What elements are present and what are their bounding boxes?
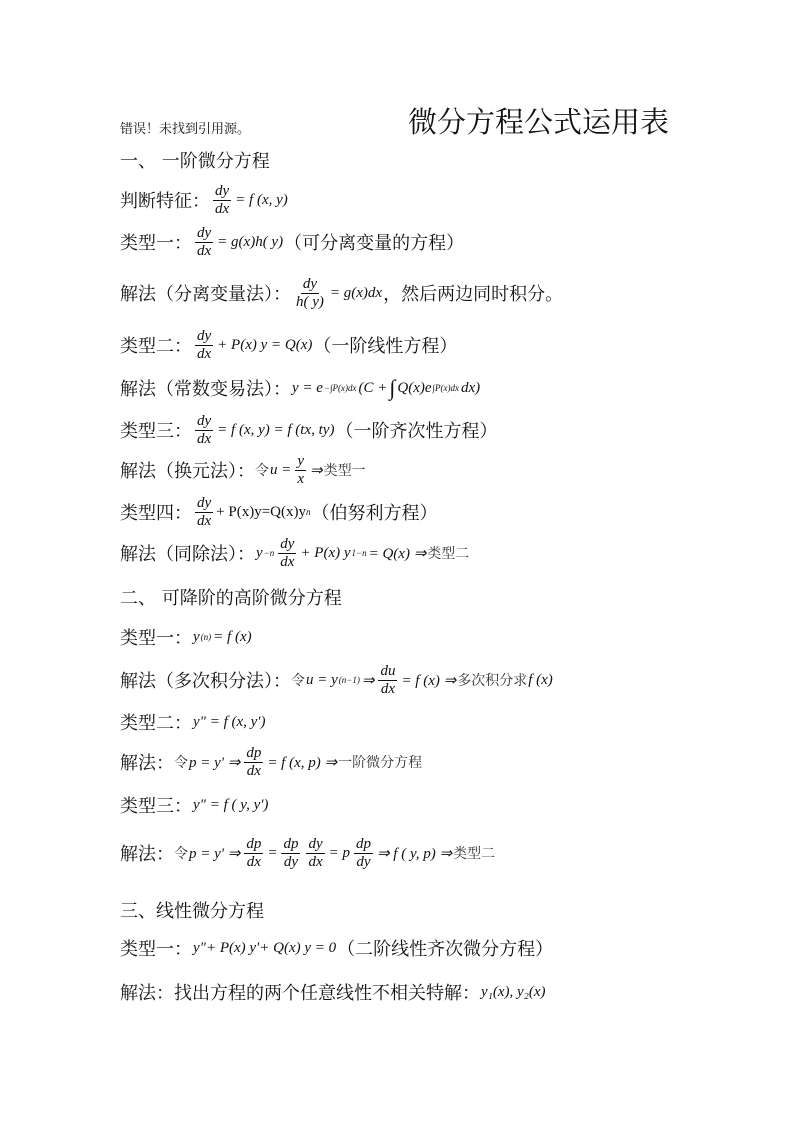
- numerator: dp: [246, 745, 262, 761]
- math-note: 一阶微分方程: [338, 755, 423, 771]
- math-expr: p = y' ⇒: [189, 754, 241, 771]
- section-title: 一、 一阶微分方程: [120, 151, 270, 172]
- numerator: dp: [355, 836, 371, 852]
- math-note: 多次积分求: [457, 673, 528, 689]
- formula-line: [120, 183, 289, 217]
- formula-line: [120, 453, 366, 487]
- numerator: y: [297, 453, 305, 469]
- fraction: [295, 453, 306, 487]
- math-note: 令: [255, 463, 269, 479]
- numerator: dy: [197, 225, 212, 241]
- numerator: dp: [246, 836, 262, 852]
- fraction: [306, 836, 324, 870]
- superscript: (n): [200, 632, 212, 642]
- math-expr: = g(x)dx: [329, 284, 383, 301]
- superscript: 1−n: [351, 548, 367, 558]
- math-expr: ⇒: [310, 462, 323, 479]
- math-note: 令: [174, 846, 188, 862]
- denominator: dx: [246, 853, 261, 870]
- formula-line: [120, 792, 269, 818]
- math-expr: y = e: [292, 379, 323, 396]
- page-title: 微分方程公式运用表: [408, 105, 670, 139]
- formula-line: [120, 225, 464, 259]
- numerator: dy: [197, 495, 212, 511]
- numerator: dp: [283, 836, 299, 852]
- math-expr: = f (x) ⇒: [401, 672, 457, 689]
- math-expr: f (x): [528, 671, 553, 688]
- line-label: 解法（换元法）：: [120, 461, 255, 482]
- formula-line: [120, 624, 253, 650]
- annotation-text: （一阶线性方程）: [313, 336, 458, 357]
- math-expr: y₁(x), y₂(x): [481, 983, 546, 1000]
- annotation-text: ，然后两边同时积分。: [383, 284, 564, 305]
- denominator: dx: [215, 200, 230, 217]
- math-expr: = f (x, p) ⇒: [267, 754, 338, 771]
- line-label: 判断特征：: [120, 191, 210, 212]
- math-note: 类型二: [427, 546, 470, 562]
- formula-line: [120, 663, 554, 697]
- math-expr: = f (x, y): [235, 191, 288, 208]
- fraction: [244, 745, 263, 779]
- line-label: 解法（多次积分法）：: [120, 671, 291, 692]
- math-expr: = p: [328, 844, 350, 861]
- annotation-text: （二阶线性齐次微分方程）: [337, 939, 554, 960]
- fraction: [195, 225, 213, 259]
- numerator: dy: [197, 413, 212, 429]
- math-expr: + P(x) y = Q(x): [217, 336, 313, 353]
- math-text: + P(x)y=Q(x)y: [216, 503, 306, 520]
- math-expr: (C +: [358, 379, 388, 396]
- denominator: dy: [283, 853, 299, 870]
- denominator: dx: [197, 430, 212, 447]
- line-label: 类型三：: [120, 421, 192, 442]
- fraction: [195, 328, 213, 362]
- fraction: [378, 663, 397, 697]
- formula-line: [120, 375, 481, 401]
- math-expr: u =: [270, 461, 292, 478]
- denominator: dy: [356, 853, 371, 870]
- math-note: 令: [174, 755, 188, 771]
- line-label: 类型一：: [120, 233, 192, 254]
- line-label: 类型一：: [120, 628, 192, 649]
- numerator: dy: [302, 276, 318, 292]
- line-label: 解法（常数变易法）：: [120, 379, 291, 400]
- math-expr: p = y' ⇒: [189, 845, 241, 862]
- denominator: x: [297, 470, 305, 487]
- math-expr: y" = f (x, y'): [193, 713, 266, 730]
- denominator: dx: [197, 512, 212, 529]
- denominator: dx: [197, 345, 212, 362]
- math-expr: u = y: [306, 671, 338, 688]
- math-expr: y: [256, 544, 263, 561]
- formula-line: [120, 276, 563, 310]
- superscript: −∫P(x)dx: [323, 383, 357, 393]
- math-note: 类型一: [323, 463, 366, 479]
- fraction: [195, 413, 213, 447]
- fraction: [281, 836, 300, 870]
- formula-line: [120, 745, 422, 779]
- numerator: dy: [215, 183, 230, 199]
- annotation-text: （伯努利方程）: [311, 503, 438, 524]
- math-expr: + P(x) y: [300, 544, 351, 561]
- line-label: 解法：: [120, 844, 174, 865]
- denominator: dx: [197, 242, 212, 259]
- formula-line: [120, 328, 457, 362]
- denominator: dx: [308, 853, 323, 870]
- line-label: 解法（同除法）：: [120, 544, 255, 565]
- math-note: 类型二: [453, 846, 496, 862]
- denominator: h( y): [296, 293, 324, 310]
- fraction: [294, 276, 326, 310]
- formula-line: [120, 709, 267, 735]
- formula-line: [120, 413, 497, 447]
- superscript: (n−1): [338, 675, 360, 685]
- error-note: 错误！未找到引用源。: [120, 122, 251, 137]
- math-expr: y" = f ( y, y'): [193, 796, 269, 813]
- fraction: [213, 183, 231, 217]
- numerator: dy: [308, 836, 323, 852]
- numerator: dy: [197, 328, 212, 344]
- superscript: −n: [263, 548, 275, 558]
- math-expr: = f (x): [213, 628, 252, 645]
- math-expr: = g(x)h( y): [217, 233, 284, 250]
- superscript: ∫P(x)dx: [432, 383, 459, 393]
- math-expr: dx): [460, 379, 481, 396]
- fraction: [354, 836, 373, 870]
- math-expr: y: [193, 628, 200, 645]
- section-heading: [120, 584, 342, 610]
- math-expr: y"+ P(x) y'+ Q(x) y = 0: [193, 939, 337, 956]
- fraction: [244, 836, 263, 870]
- formula-line: [120, 495, 438, 529]
- line-label: 解法（分离变量法）：: [120, 284, 291, 305]
- formula-line: [120, 935, 553, 961]
- math-note: 令: [291, 673, 305, 689]
- section-heading: [120, 147, 270, 173]
- denominator: dx: [380, 680, 396, 697]
- math-expr: = Q(x) ⇒: [368, 545, 427, 562]
- annotation-text: （可分离变量的方程）: [284, 233, 465, 254]
- superscript: n: [306, 507, 311, 517]
- section-title: 二、 可降阶的高阶微分方程: [120, 588, 342, 609]
- numerator: dy: [280, 536, 295, 552]
- formula-line: [120, 979, 547, 1005]
- line-label: 解法：找出方程的两个任意线性不相关特解：: [120, 983, 480, 1004]
- line-label: 类型一：: [120, 939, 192, 960]
- fraction: [195, 495, 213, 529]
- line-label: 类型三：: [120, 796, 192, 817]
- line-label: 解法：: [120, 753, 174, 774]
- integral-sign: ∫: [389, 375, 396, 400]
- fraction: [278, 536, 296, 570]
- section-heading: [120, 897, 264, 923]
- numerator: du: [380, 663, 396, 679]
- math-expr: = f (x, y) = f (tx, ty): [217, 421, 335, 438]
- annotation-text: （一阶齐次性方程）: [335, 421, 498, 442]
- formula-line: [120, 836, 495, 870]
- math-expr: Q(x)e: [397, 379, 432, 396]
- math-expr: =: [267, 844, 278, 861]
- denominator: dx: [280, 553, 295, 570]
- formula-line: [120, 536, 469, 570]
- line-label: 类型二：: [120, 713, 192, 734]
- math-expr: ⇒ f ( y, p) ⇒: [376, 845, 453, 862]
- line-label: 类型四：: [120, 503, 192, 524]
- section-title: 三、线性微分方程: [120, 901, 264, 922]
- denominator: dx: [246, 762, 261, 779]
- line-label: 类型二：: [120, 336, 192, 357]
- math-expr: ⇒: [361, 672, 375, 689]
